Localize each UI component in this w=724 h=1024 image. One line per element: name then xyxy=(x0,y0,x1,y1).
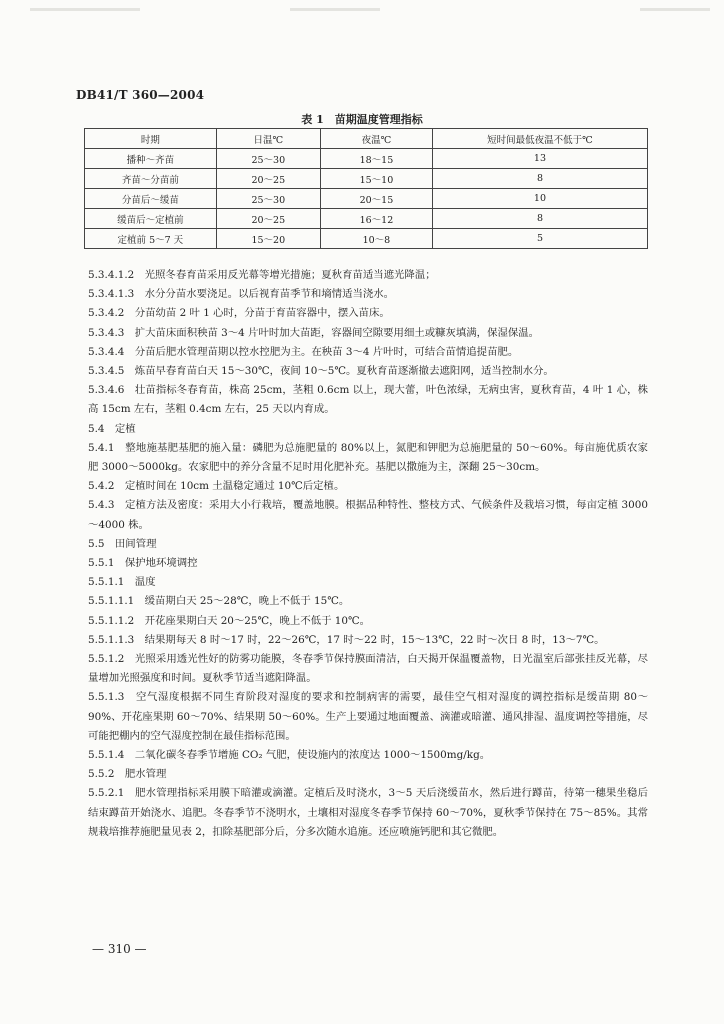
table-cell: 20～25 xyxy=(216,209,320,229)
table-header-row xyxy=(85,129,648,149)
table-cell: 齐苗～分苗前 xyxy=(85,169,217,189)
clause-paragraph: 5.4.1 整地施基肥基肥的施入量：磷肥为总施肥量的 80%以上，氮肥和钾肥为总施肥量的 50～60%。每亩施优质农家肥 3000～5000kg。农家肥中的养分含量不足时用化肥补充。基肥以撒施为主，深翻 25～30cm。 xyxy=(88,441,648,474)
scan-artifact xyxy=(640,8,710,11)
clause-paragraph: 5.3.4.2 分苗幼苗 2 叶 1 心时，分苗于育苗容器中，摆入苗床。 xyxy=(88,307,390,320)
clause-paragraph: 5.5.1.1.3 结果期每天 8 时～17 时，22～26℃，17 时～22 时，15～13℃，22 时～次日 8 时，13～7℃。 xyxy=(88,633,605,646)
table-cell: 定植前 5～7 天 xyxy=(85,229,217,249)
table-cell: 10～8 xyxy=(320,229,432,249)
table-cell: 15～10 xyxy=(320,169,432,189)
table-cell: 20～25 xyxy=(216,169,320,189)
column-header: 夜温℃ xyxy=(320,129,432,149)
clause-paragraph: 5.5.1.1.2 开花座果期白天 20～25℃，晚上不低于 10℃。 xyxy=(88,614,371,627)
scan-artifact xyxy=(30,8,140,11)
clause-paragraph: 5.4.2 定植时间在 10cm 土温稳定通过 10℃后定植。 xyxy=(88,480,345,493)
clause-paragraph: 5.3.4.3 扩大苗床面积秧苗 3～4 片叶时加大苗距，容器间空隙要用细土或糠灰填满，保湿保温。 xyxy=(88,326,540,339)
document-body xyxy=(88,266,648,842)
table-cell: 20～15 xyxy=(320,189,432,209)
table-cell: 16～12 xyxy=(320,209,432,229)
clause-paragraph: 5.3.4.1.2 光照冬春育苗采用反光幕等增光措施；夏秋育苗适当遮光降温； xyxy=(88,269,436,281)
table-cell: 18～15 xyxy=(320,149,432,169)
section-heading: 5.5.1 保护地环境调控 xyxy=(88,557,198,570)
column-header: 日温℃ xyxy=(216,129,320,149)
table-cell: 25～30 xyxy=(216,189,320,209)
column-header: 时期 xyxy=(85,129,217,149)
table-cell: 缓苗后～定植前 xyxy=(85,209,217,229)
table-cell: 播种～齐苗 xyxy=(85,149,217,169)
table-row xyxy=(85,189,648,209)
document-code: DB41/T 360—2004 xyxy=(76,88,205,102)
table-row xyxy=(85,209,648,229)
table-row xyxy=(85,169,648,189)
table-cell: 8 xyxy=(432,169,647,189)
table-cell: 5 xyxy=(432,229,647,249)
temperature-table xyxy=(84,128,648,249)
page-number: — 310 — xyxy=(92,942,147,956)
clause-paragraph: 5.5.1.3 空气湿度根据不同生育阶段对湿度的要求和控制病害的需要，最佳空气相对湿度的调控指标是缓苗期 80～90%、开花座果期 60～70%、结果期 50～60%。生产上要通过地面覆盖、滴灌或暗灌、通风排湿、温度调控等措施，尽可能把棚内的空气湿度控制在最佳指标范围。 xyxy=(88,691,648,742)
table-cell: 分苗后～缓苗 xyxy=(85,189,217,209)
table-caption: 表 1 苗期温度管理指标 xyxy=(301,113,423,126)
table-cell: 13 xyxy=(432,149,647,169)
column-header: 短时间最低夜温不低于℃ xyxy=(432,129,647,149)
table-row xyxy=(85,149,648,169)
clause-paragraph: 5.5.1.2 光照采用透光性好的防雾功能膜，冬春季节保持膜面清洁，白天揭开保温覆盖物，日光温室后部张挂反光幕，尽量增加光照强度和时间。夏秋季节适当遮阳降温。 xyxy=(88,653,648,685)
clause-paragraph: 5.5.1.4 二氧化碳冬春季节增施 CO₂ 气肥，使设施内的浓度达 1000～1500mg/kg。 xyxy=(88,749,491,762)
table-cell: 25～30 xyxy=(216,149,320,169)
clause-paragraph: 5.3.4.4 分苗后肥水管理苗期以控水控肥为主。在秧苗 3～4 片叶时，可结合苗情追提苗肥。 xyxy=(88,345,519,358)
section-heading: 5.5.2 肥水管理 xyxy=(88,768,167,781)
clause-paragraph: 5.5.1.1.1 缓苗期白天 25～28℃，晚上不低于 15℃。 xyxy=(88,595,350,608)
clause-paragraph: 5.5.2.1 肥水管理指标采用膜下暗灌或滴灌。定植后及时浇水，3～5 天后浇缓苗水，然后进行蹲苗，待第一穗果坐稳后结束蹲苗开始浇水、追肥。冬春季节不浇明水，土壤相对湿度冬春季节保持 60～70%，夏秋季节保持在 75～85%。其常规栽培推荐施肥量见表 2，扣除基肥部分后，分多次随水追施。还应喷施钙肥和其它微肥。 xyxy=(88,787,648,838)
clause-paragraph: 5.3.4.6 壮苗指标冬春育苗，株高 25cm，茎粗 0.6cm 以上，现大蕾，叶色浓绿，无病虫害，夏秋育苗，4 叶 1 心，株高 15cm 左右，茎粗 0.4cm 左右，25 天以内育成。 xyxy=(88,384,648,416)
section-heading: 5.5.1.1 温度 xyxy=(88,576,156,589)
section-heading: 5.4 定植 xyxy=(88,422,136,435)
scan-artifact xyxy=(290,8,380,11)
table-cell: 15～20 xyxy=(216,229,320,249)
clause-paragraph: 5.3.4.5 炼苗早春育苗白天 15～30℃，夜间 10～5℃。夏秋育苗逐渐撤去遮阳网，适当控制水分。 xyxy=(88,365,554,378)
section-heading: 5.5 田间管理 xyxy=(88,537,157,550)
table-cell: 8 xyxy=(432,209,647,229)
clause-paragraph: 5.3.4.1.3 水分分苗水要浇足。以后视育苗季节和墒情适当浇水。 xyxy=(88,288,395,301)
table-cell: 10 xyxy=(432,189,647,209)
clause-paragraph: 5.4.3 定植方法及密度：采用大小行栽培，覆盖地膜。根据品种特性、整枝方式、气候条件及栽培习惯，每亩定植 3000～4000 株。 xyxy=(88,499,648,531)
table-row xyxy=(85,229,648,249)
